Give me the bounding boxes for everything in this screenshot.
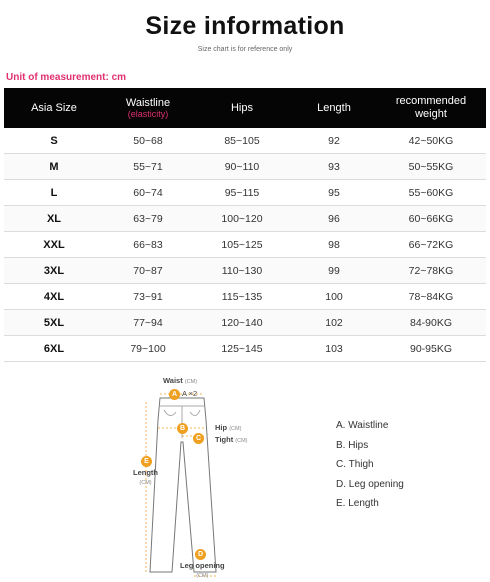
marker-c: C — [193, 433, 204, 444]
cell-size: S — [50, 134, 58, 147]
table-row — [4, 128, 486, 154]
cell-length: 98 — [328, 238, 340, 251]
page-title: Size information — [145, 12, 345, 40]
page-subtitle: Size chart is for reference only — [197, 46, 293, 53]
diagram-tight-label: Tight (CM) — [215, 435, 248, 444]
cell-waistline: 63~79 — [133, 212, 163, 225]
table-row — [4, 310, 486, 336]
table-row — [4, 284, 486, 310]
cell-size: XXL — [43, 238, 65, 251]
table-body — [4, 128, 486, 362]
cell-size: 3XL — [43, 264, 65, 277]
cell-waistline: 60~74 — [133, 186, 163, 199]
header-weight: recommended weight — [395, 95, 467, 120]
cell-hips: 125~145 — [221, 342, 263, 355]
cell-size: L — [50, 186, 58, 199]
cell-size: XL — [46, 212, 62, 225]
cell-weight: 60~66KG — [408, 212, 454, 225]
marker-d: D — [195, 549, 206, 560]
cell-waistline: 55~71 — [133, 160, 163, 173]
cell-size: 4XL — [43, 290, 65, 303]
header-hips: Hips — [230, 101, 253, 114]
cell-waistline: 70~87 — [133, 264, 163, 277]
cell-waistline: 66~83 — [133, 238, 163, 251]
cell-length: 92 — [328, 134, 340, 147]
legend-item-e: E. Length — [336, 498, 379, 509]
table-row — [4, 258, 486, 284]
header-length: Length — [317, 101, 351, 114]
cell-weight: 50~55KG — [408, 160, 454, 173]
cell-hips: 115~135 — [221, 290, 263, 303]
cell-length: 95 — [328, 186, 340, 199]
cell-weight: 78~84KG — [408, 290, 454, 303]
size-table — [4, 88, 486, 362]
cell-length: 93 — [328, 160, 340, 173]
cell-weight: 42~50KG — [408, 134, 454, 147]
header-asia-size: Asia Size — [31, 101, 77, 114]
diagram-waist-multiplier: A ×2 — [182, 389, 198, 398]
cell-hips: 120~140 — [221, 316, 263, 329]
cell-length: 103 — [325, 342, 343, 355]
diagram-length-label: Length (CM) — [133, 468, 158, 486]
cell-length: 100 — [325, 290, 343, 303]
table-row — [4, 154, 486, 180]
cell-weight: 55~60KG — [408, 186, 454, 199]
cell-size: M — [49, 160, 59, 173]
header-waistline-note: (elasticity) — [127, 109, 169, 119]
cell-waistline: 77~94 — [133, 316, 163, 329]
cell-weight: 72~78KG — [408, 264, 454, 277]
diagram-waist-label: Waist (CM) — [163, 376, 198, 385]
legend-item-c: C. Thigh — [336, 459, 374, 470]
diagram-hip-label: Hip (CM) — [215, 423, 242, 432]
cell-hips: 110~130 — [221, 264, 263, 277]
unit-label: Unit of measurement: cm — [6, 72, 127, 83]
measurement-legend — [336, 416, 404, 514]
legend-item-b: B. Hips — [336, 439, 369, 451]
marker-e: E — [141, 456, 152, 467]
cell-length: 102 — [325, 316, 343, 329]
legend-item-a: A. Waistline — [336, 420, 389, 431]
legend-item-d: D. Leg opening — [336, 478, 404, 490]
cell-hips: 95~115 — [224, 186, 260, 199]
table-row — [4, 232, 486, 258]
cell-hips: 100~120 — [221, 212, 263, 225]
header-waistline: Waistline (elasticity) — [104, 97, 192, 119]
marker-b: B — [177, 423, 188, 434]
diagram-leg-opening-label: Leg opening (CM) — [180, 561, 225, 579]
table-row — [4, 336, 486, 362]
marker-a: A — [169, 389, 180, 400]
cell-size: 6XL — [43, 342, 65, 355]
cell-weight: 90-95KG — [409, 342, 453, 355]
cell-hips: 90~110 — [224, 160, 260, 173]
table-header — [4, 88, 486, 128]
cell-hips: 105~125 — [221, 238, 263, 251]
cell-weight: 66~72KG — [408, 238, 454, 251]
cell-waistline: 73~91 — [133, 290, 163, 303]
cell-waistline: 50~68 — [133, 134, 163, 147]
table-row — [4, 206, 486, 232]
cell-waistline: 79~100 — [130, 342, 166, 355]
cell-length: 96 — [328, 212, 340, 225]
cell-length: 99 — [328, 264, 340, 277]
cell-weight: 84-90KG — [409, 316, 453, 329]
cell-size: 5XL — [43, 316, 65, 329]
table-row — [4, 180, 486, 206]
cell-hips: 85~105 — [224, 134, 260, 147]
